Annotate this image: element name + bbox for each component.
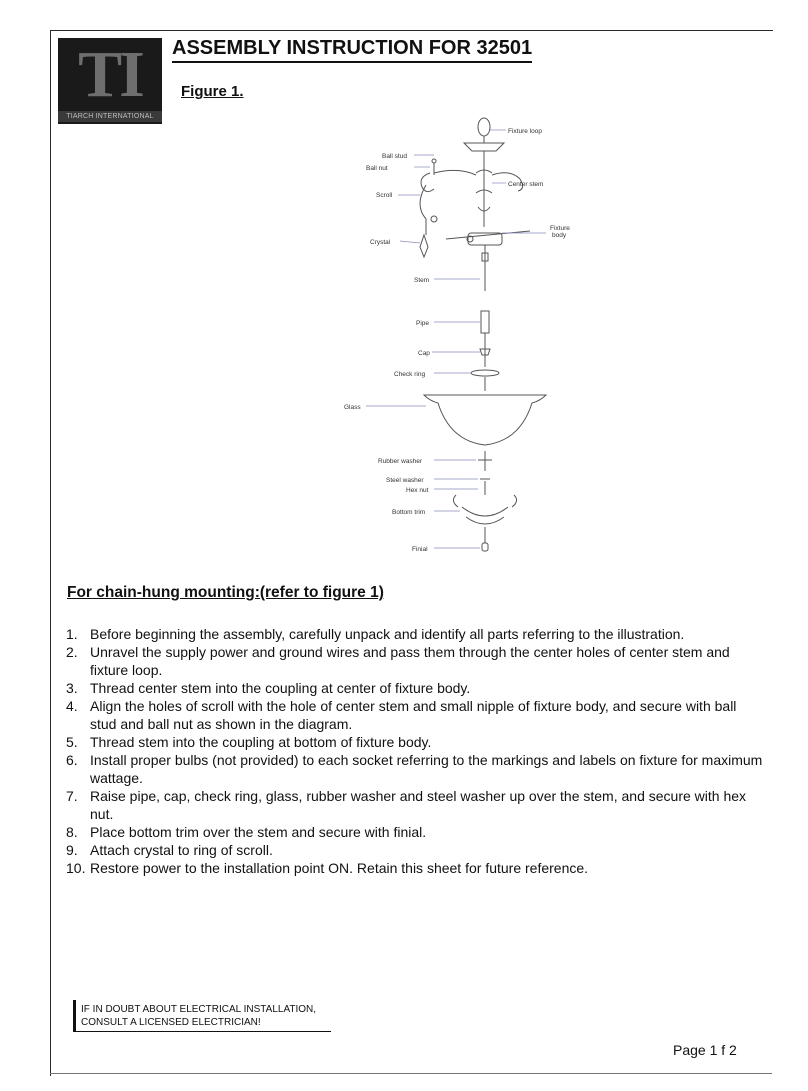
- label-fixture-body-line1: Fixture: [550, 225, 570, 232]
- label-ball-stud: Ball stud: [382, 153, 407, 160]
- company-logo: [58, 38, 162, 124]
- list-item: [66, 625, 766, 643]
- step-number: 10.: [66, 860, 86, 876]
- canopy-part: [464, 143, 504, 151]
- label-fixture-body-line2: body: [552, 232, 567, 239]
- figure-caption: Figure 1.: [181, 83, 244, 100]
- document-title: ASSEMBLY INSTRUCTION FOR 32501: [172, 36, 532, 63]
- instruction-steps: [66, 625, 766, 877]
- list-item: [66, 841, 766, 859]
- crystal-part: [420, 235, 428, 257]
- step-number: 4.: [66, 698, 78, 714]
- step-number: 8.: [66, 824, 78, 840]
- finial-part: [482, 543, 488, 551]
- label-cap: Cap: [418, 350, 430, 357]
- list-item: [66, 751, 766, 787]
- page-number: Page 1 f 2: [673, 1042, 737, 1058]
- list-item: [66, 697, 766, 733]
- warning-line-2: CONSULT A LICENSED ELECTRICIAN!: [81, 1017, 261, 1028]
- label-fixture-loop: Fixture loop: [508, 128, 542, 135]
- label-stem: Stem: [414, 277, 430, 284]
- label-bottom-trim: Bottom trim: [392, 509, 426, 516]
- step-text: Raise pipe, cap, check ring, glass, rubber washer and steel washer up over the stem, and secure with hex nut.: [90, 788, 747, 822]
- label-center-stem: Center stem: [508, 181, 544, 188]
- logo-mark: TI: [78, 38, 142, 111]
- label-hex-nut: Hex nut: [406, 487, 429, 494]
- pipe-part: [481, 311, 489, 333]
- step-text: Install proper bulbs (not provided) to each socket referring to the markings and labels on fixture for maximum wattage.: [90, 752, 763, 786]
- warning-line-1: IF IN DOUBT ABOUT ELECTRICAL INSTALLATION,: [81, 1004, 317, 1015]
- list-item: [66, 733, 766, 751]
- page-border-bottom: [50, 1073, 772, 1074]
- step-text: Unravel the supply power and ground wires and pass them through the center holes of center stem and fixture loop.: [90, 644, 730, 678]
- electrical-warning-box: [73, 1000, 331, 1032]
- label-rubber-washer: Rubber washer: [378, 458, 423, 465]
- label-pipe: Pipe: [416, 320, 430, 327]
- check-ring-part: [471, 370, 499, 376]
- label-steel-washer: Steel washer: [386, 477, 424, 484]
- label-scroll: Scroll: [376, 192, 393, 199]
- glass-part: [424, 395, 546, 445]
- step-text: Attach crystal to ring of scroll.: [90, 842, 273, 858]
- step-text: Thread stem into the coupling at bottom of fixture body.: [90, 734, 432, 750]
- list-item: [66, 859, 766, 877]
- label-glass: Glass: [344, 404, 361, 411]
- label-finial: Finial: [412, 546, 428, 553]
- step-number: 6.: [66, 752, 78, 768]
- list-item: [66, 679, 766, 697]
- list-item: [66, 823, 766, 841]
- step-text: Place bottom trim over the stem and secure with finial.: [90, 824, 427, 840]
- step-number: 3.: [66, 680, 78, 696]
- step-number: 7.: [66, 788, 78, 804]
- label-ball-nut: Ball nut: [366, 165, 388, 172]
- step-text: Align the holes of scroll with the hole of center stem and small nipple of fixture body, and secure with ball stud and ball nut as shown in the diagram.: [90, 698, 737, 732]
- label-crystal: Crystal: [370, 239, 391, 246]
- step-text: Before beginning the assembly, carefully unpack and identify all parts referring to the illustration.: [90, 626, 685, 642]
- fixture-loop-part: [478, 118, 490, 136]
- list-item: [66, 787, 766, 823]
- step-number: 9.: [66, 842, 78, 858]
- step-text: Thread center stem into the coupling at center of fixture body.: [90, 680, 471, 696]
- list-item: [66, 643, 766, 679]
- section-heading: For chain-hung mounting:(refer to figure 1): [67, 584, 384, 601]
- logo-subtitle: TIARCH INTERNATIONAL: [58, 111, 162, 122]
- step-number: 5.: [66, 734, 78, 750]
- step-text: Restore power to the installation point ON. Retain this sheet for future reference.: [90, 860, 589, 876]
- step-number: 1.: [66, 626, 78, 642]
- label-check-ring: Check ring: [394, 371, 426, 378]
- bottom-trim-part: [453, 495, 516, 524]
- assembly-diagram: [330, 115, 600, 565]
- step-number: 2.: [66, 644, 78, 660]
